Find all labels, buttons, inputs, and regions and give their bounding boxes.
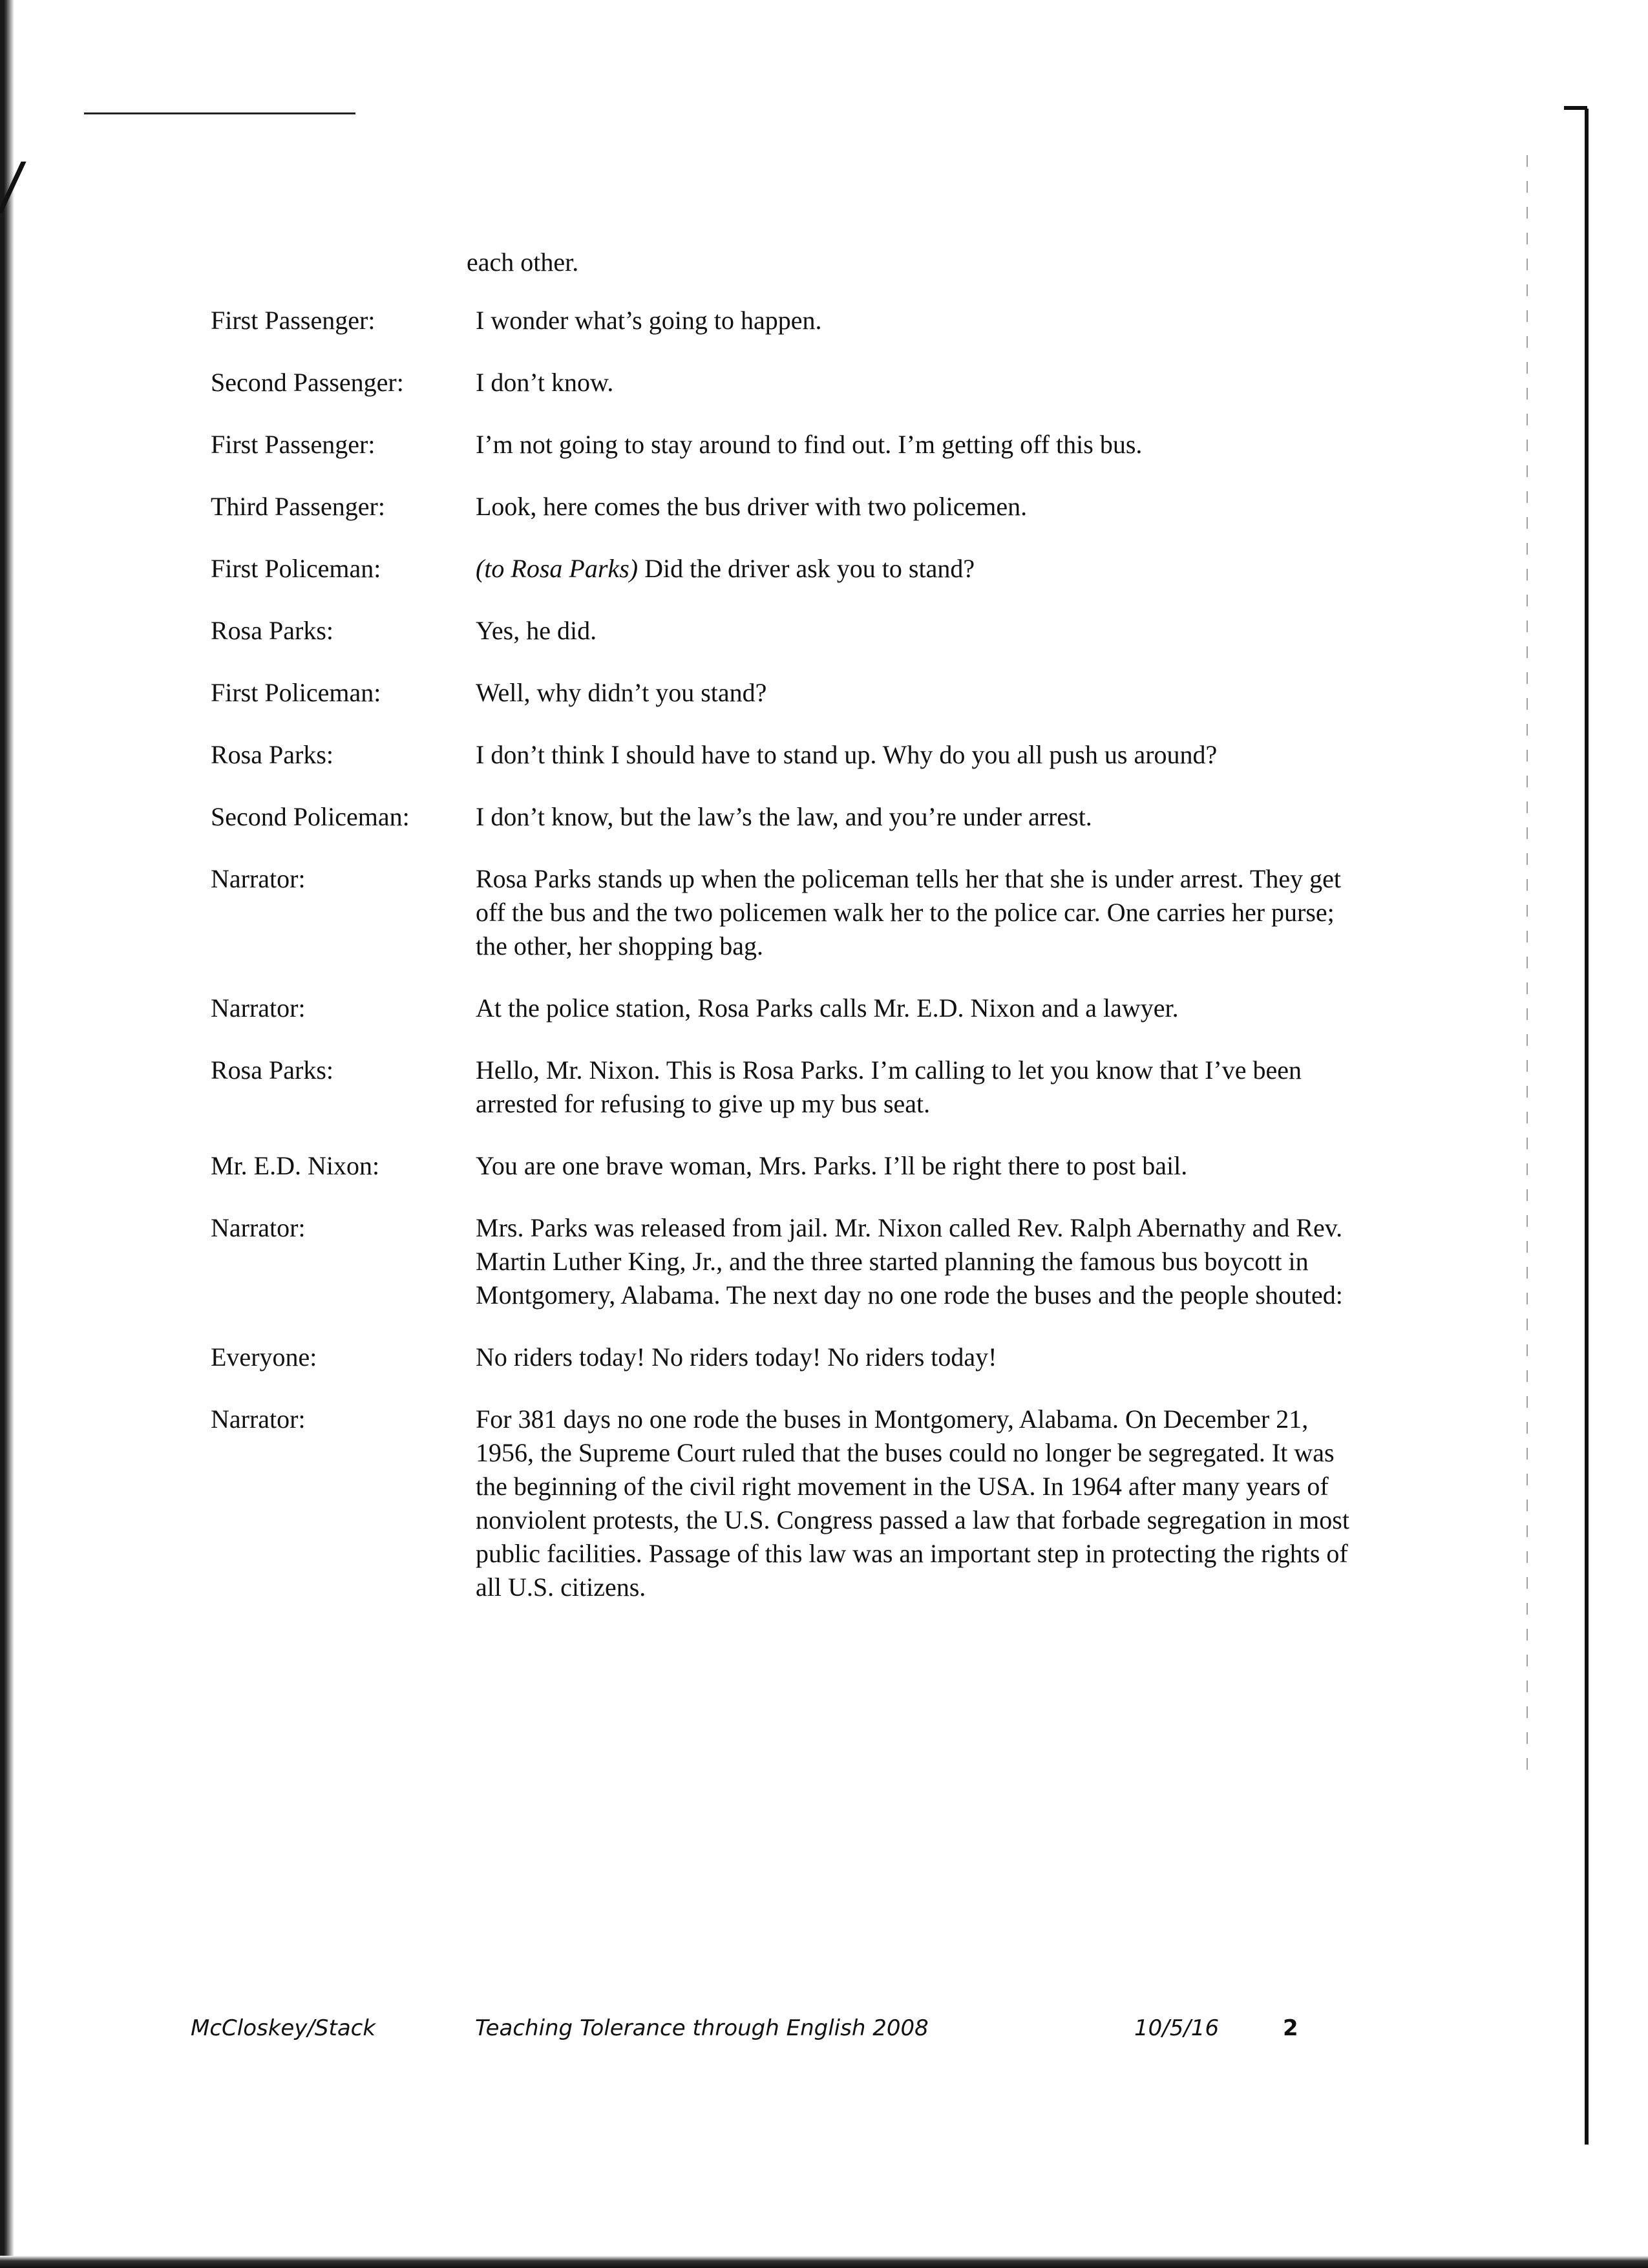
speech-text: I wonder what’s going to happen. <box>476 306 822 335</box>
scan-right-dashes <box>1527 155 1528 1771</box>
speaker-name: Rosa Parks: <box>211 740 333 769</box>
dialogue-list <box>194 304 1357 1633</box>
speech-text: Mrs. Parks was released from jail. Mr. Nixon called Rev. Ralph Abernathy and Rev. Martin Luther King, Jr., and the three started planning the famous bus boycott in Montgomery, Alabama. The next day no one rode the buses and the people shouted: <box>476 1213 1343 1309</box>
dialogue-line <box>194 862 1357 963</box>
dialogue-line <box>194 552 1357 586</box>
speaker-name: First Passenger: <box>211 430 375 459</box>
speech-text: Rosa Parks stands up when the policeman tells her that she is under arrest. They get off the bus and the two policemen walk her to the police car. One carries her purse; the other, her shopping bag. <box>476 864 1341 960</box>
speech-text: Look, here comes the bus driver with two policemen. <box>476 492 1028 521</box>
speech-text-rest: Did the driver ask you to stand? <box>638 554 975 583</box>
dialogue-line <box>194 1211 1357 1312</box>
page-footer <box>191 2015 1354 2054</box>
speaker-name: Second Policeman: <box>211 802 410 831</box>
dialogue-line <box>194 738 1357 772</box>
scan-left-edge <box>0 0 14 2268</box>
scan-right-rule <box>1585 109 1589 2145</box>
dialogue-line <box>194 428 1357 461</box>
speech-text: I don’t know. <box>476 368 614 397</box>
continuation-text: each other. <box>467 248 579 277</box>
speech-text: For 381 days no one rode the buses in Montgomery, Alabama. On December 21, 1956, the Supreme Court ruled that the buses could no longer be segregated. It was the beginning of the civil right movement in the USA. In 1964 after many years of nonviolent protests, the U.S. Congress passed a law that forbade segregation in most public facilities. Passage of this law was an important step in protecting the rights of all U.S. citizens. <box>476 1404 1349 1602</box>
dialogue-line <box>194 1149 1357 1183</box>
dialogue-line <box>194 676 1357 710</box>
speaker-name: Narrator: <box>211 1213 306 1242</box>
scan-right-tick <box>1564 106 1587 110</box>
dialogue-line <box>194 1403 1357 1604</box>
footer-date: 10/5/16 <box>1134 2015 1220 2041</box>
footer-title: Teaching Tolerance through English 2008 <box>475 2015 929 2041</box>
dialogue-line <box>194 800 1357 834</box>
speaker-name: First Passenger: <box>211 306 375 335</box>
speaker-name: Third Passenger: <box>211 492 385 521</box>
speech-text: At the police station, Rosa Parks calls Mr. E.D. Nixon and a lawyer. <box>476 993 1179 1023</box>
scan-top-mark <box>84 112 355 114</box>
scan-bottom-edge <box>0 2256 1648 2268</box>
stage-direction: (to Rosa Parks) <box>476 554 639 583</box>
dialogue-line <box>194 366 1357 399</box>
speech-text: No riders today! No riders today! No riders today! <box>476 1342 997 1372</box>
speaker-name: Narrator: <box>211 993 306 1023</box>
speaker-name: Mr. E.D. Nixon: <box>211 1151 380 1180</box>
speech-text: You are one brave woman, Mrs. Parks. I’ll be right there to post bail. <box>476 1151 1188 1180</box>
speech-text: I don’t think I should have to stand up. Why do you all push us around? <box>476 740 1218 769</box>
speaker-name: Second Passenger: <box>211 368 404 397</box>
dialogue-line <box>194 304 1357 337</box>
speaker-name: First Policeman: <box>211 554 381 583</box>
speaker-name: First Policeman: <box>211 678 381 707</box>
speaker-name: Rosa Parks: <box>211 616 333 645</box>
speech-text <box>476 552 1368 586</box>
speech-text: Hello, Mr. Nixon. This is Rosa Parks. I’m calling to let you know that I’ve been arrested for refusing to give up my bus seat. <box>476 1055 1302 1118</box>
speaker-name: Rosa Parks: <box>211 1055 333 1085</box>
speaker-name: Narrator: <box>211 1404 306 1434</box>
dialogue-line <box>194 1054 1357 1121</box>
speech-text: Well, why didn’t you stand? <box>476 678 767 707</box>
dialogue-line <box>194 1341 1357 1374</box>
speech-text: I don’t know, but the law’s the law, and you’re under arrest. <box>476 802 1092 831</box>
speech-text: I’m not going to stay around to find out. I’m getting off this bus. <box>476 430 1143 459</box>
speaker-name: Narrator: <box>211 864 306 893</box>
dialogue-line <box>194 614 1357 648</box>
speech-text: Yes, he did. <box>476 616 597 645</box>
footer-authors: McCloskey/Stack <box>191 2015 376 2041</box>
page-number: 2 <box>1283 2015 1298 2041</box>
speaker-name: Everyone: <box>211 1342 317 1372</box>
dialogue-line <box>194 490 1357 524</box>
dialogue-line <box>194 991 1357 1025</box>
